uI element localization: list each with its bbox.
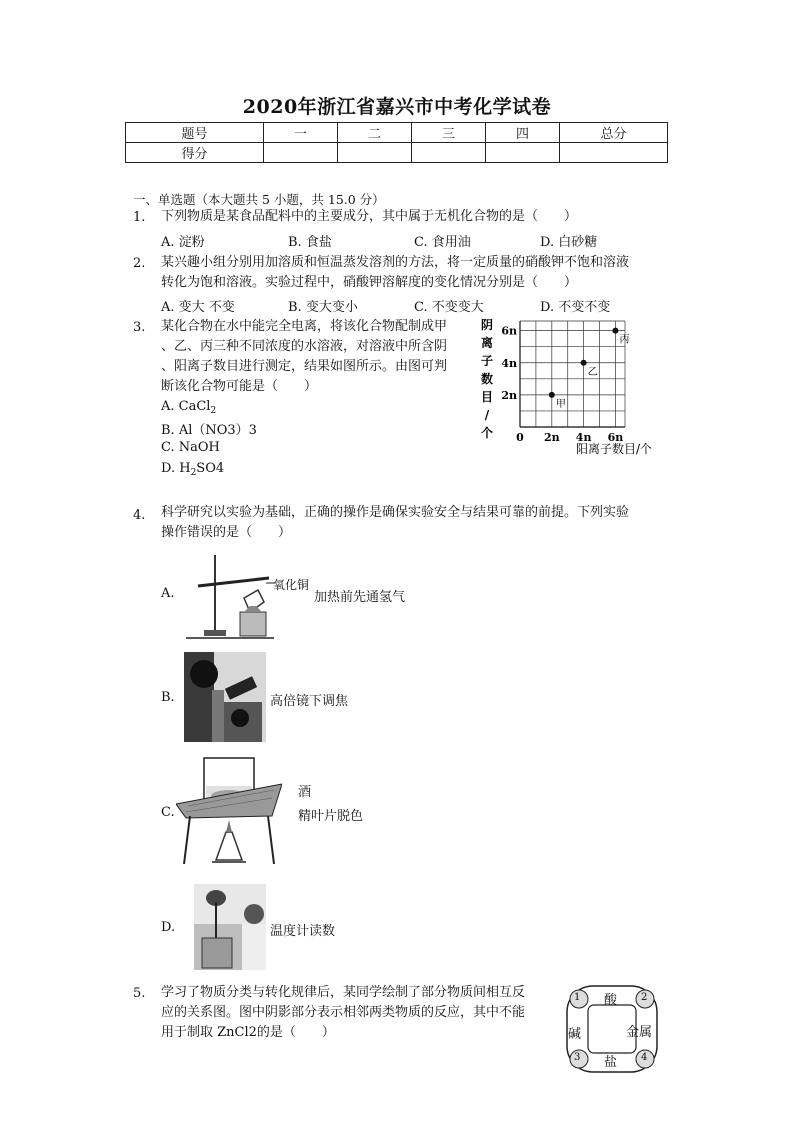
option-d: D. 不变不变 — [540, 300, 611, 315]
option-a: A. 淀粉 — [161, 235, 205, 250]
option-c: C. — [161, 805, 175, 820]
score-cell — [412, 143, 486, 163]
y-axis-label-char: 子 — [480, 354, 494, 368]
option-c: C. 不变变大 — [414, 300, 484, 315]
base-label: 碱 — [568, 1027, 582, 1042]
question-text-line: 、乙、丙三种不同浓度的水溶液，对溶液中所含阴 — [161, 339, 448, 354]
score-cell — [560, 143, 668, 163]
score-header-cell: 二 — [338, 123, 412, 143]
option-a-caption: 加热前先通氢气 — [314, 590, 406, 605]
option-d: D. $H_2SO4$ — [161, 461, 225, 478]
option-c: C. 食用油 — [414, 235, 471, 250]
score-header-cell: 题号 — [126, 123, 264, 143]
question-text-line: 操作错误的是（ ） — [161, 525, 292, 540]
question-text-line: 应的关系图。图中阴影部分表示相邻两类物质的反应，其中不能 — [161, 1005, 526, 1020]
acid-label: 酸 — [604, 993, 618, 1008]
option-b: B. 食盐 — [288, 235, 332, 250]
score-table-score-row — [126, 143, 668, 163]
question-text-line: 转化为饱和溶液。实验过程中，硝酸钾溶解度的变化情况分别是（ ） — [161, 275, 578, 290]
score-header-cell: 一 — [264, 123, 338, 143]
x-tick-label: 2n — [543, 431, 560, 444]
microscope-photo-image — [184, 652, 266, 742]
data-point — [549, 392, 555, 398]
y-axis-label-char: 数 — [480, 372, 494, 386]
x-tick-label: 6n — [607, 431, 624, 444]
y-axis-label-char: 阴 — [480, 318, 494, 332]
region-3-label: 3 — [574, 1052, 581, 1063]
option-a: A. — [161, 586, 175, 601]
x-axis-label: 阳离子数目/个 — [576, 442, 653, 456]
y-tick-label: 4n — [501, 356, 517, 370]
substance-relation-diagram — [564, 983, 660, 1075]
score-header-cell: 四 — [486, 123, 560, 143]
option-a: A. 变大 不变 — [161, 300, 235, 315]
question-text-line: 某化合物在水中能完全电离，将该化合物配制成甲 — [161, 319, 448, 334]
question-text-line: 、阳离子数目进行测定，结果如图所示。由图可判 — [161, 359, 448, 374]
question-text-line: 学习了物质分类与转化规律后，某同学绘制了部分物质间相互反 — [161, 985, 526, 1000]
score-cell — [264, 143, 338, 163]
data-point-label: 甲 — [555, 398, 566, 410]
option-d: D. 白砂糖 — [540, 235, 598, 250]
option-a: A. CaCl$_2$ — [161, 399, 217, 416]
ion-count-chart — [478, 315, 668, 460]
region-2-label: 2 — [641, 992, 648, 1003]
region-4-label: 4 — [641, 1052, 648, 1063]
question-number: 5. — [133, 986, 146, 1001]
data-point — [612, 328, 618, 334]
option-c-caption-line2: 精叶片脱色 — [298, 809, 364, 824]
question-text-line: 用于制取 ZnCl2的是（ ） — [161, 1025, 335, 1040]
option-d-caption: 温度计读数 — [270, 924, 336, 939]
question-text-line: 某兴趣小组分别用加溶质和恒温蒸发溶剂的方法，将一定质量的硝酸钾不饱和溶液 — [161, 255, 630, 270]
option-d: D. — [161, 920, 176, 935]
score-header-cell: 总分 — [560, 123, 668, 143]
y-axis-label-char: / — [484, 408, 490, 422]
question-text: 下列物质是某食品配料中的主要成分，其中属于无机化合物的是（ ） — [161, 209, 578, 224]
y-tick-label: 2n — [501, 388, 517, 402]
section-heading: 一、单选题（本大题共 5 小题，共 15.0 分） — [133, 192, 385, 207]
data-point — [581, 360, 587, 366]
thermometer-reading-photo-image — [194, 884, 266, 970]
data-point-label: 丙 — [619, 334, 630, 346]
leaf-decolorize-apparatus-image — [176, 756, 282, 866]
score-cell — [486, 143, 560, 163]
option-b: B. — [161, 690, 175, 705]
question-number: 3. — [133, 320, 146, 335]
metal-label: 金属 — [626, 1025, 653, 1040]
score-row-label: 得分 — [126, 143, 264, 163]
question-number: 4. — [133, 508, 146, 523]
option-b: B. Al（NO3）3 — [161, 423, 257, 438]
option-c-caption-line1: 酒 — [298, 785, 312, 800]
y-axis-label-char: 目 — [480, 390, 494, 404]
score-header-cell: 三 — [412, 123, 486, 143]
salt-label: 盐 — [604, 1055, 618, 1070]
region-1-label: 1 — [574, 992, 581, 1003]
page-title: 2020年浙江省嘉兴市中考化学试卷 — [242, 96, 552, 118]
option-b: B. 变大变小 — [288, 300, 358, 315]
question-text-line: 断该化合物可能是（ ） — [161, 379, 318, 394]
question-number: 2. — [133, 256, 146, 271]
question-number: 1. — [133, 210, 146, 225]
y-axis-label-char: 离 — [480, 336, 494, 350]
option-c: C. NaOH — [161, 440, 220, 455]
score-table-header-row — [126, 123, 668, 143]
ion-chart-svg — [478, 315, 668, 460]
y-axis-label-char: 个 — [480, 426, 494, 440]
cuo-label: 氧化铜 — [273, 578, 310, 592]
score-cell — [338, 143, 412, 163]
score-table — [125, 122, 668, 163]
x-tick-label: 0 — [516, 431, 524, 444]
y-tick-label: 6n — [501, 324, 517, 338]
x-tick-label: 4n — [575, 431, 592, 444]
option-b-caption: 高倍镜下调焦 — [270, 694, 349, 709]
data-point-label: 乙 — [587, 366, 598, 378]
hydrogen-reduction-apparatus-image — [184, 550, 314, 640]
question-text-line: 科学研究以实验为基础，正确的操作是确保实验安全与结果可靠的前提。下列实验 — [161, 505, 630, 520]
